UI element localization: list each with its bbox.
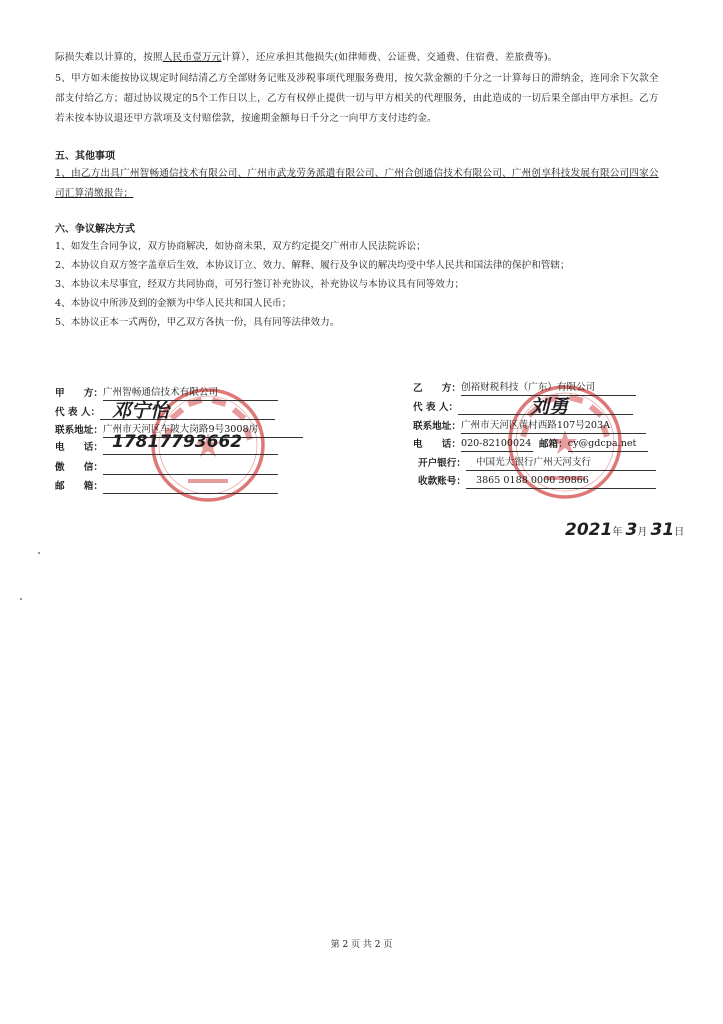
- party-b-bank: 中国光大银行广州天河支行: [466, 456, 656, 471]
- page-footer: 第 2 页 共 2 页: [330, 940, 393, 950]
- section-5-item-1: [55, 164, 667, 204]
- party-a-addr: 广州市天河区车陂大岗路9号3008房: [103, 423, 303, 438]
- party-a-mail-row: [55, 480, 278, 494]
- clause-4-amount: 人民币壹万元: [162, 52, 222, 63]
- section-6-item-2: 2、本协议自双方签字盖章后生效，本协议订立、效力、解释、履行及争议的解决均受中华人民共和国法律的保护和管辖；: [55, 260, 570, 271]
- section-6-item-5: 5、本协议正本一式两份，甲乙双方各执一份，具有同等法律效力。: [55, 317, 340, 328]
- date-month-char: 月: [637, 527, 648, 538]
- party-b-name: 创裕财税科技（广东）有限公司: [461, 381, 636, 396]
- party-b-name-row: [413, 381, 636, 396]
- date-year-char: 年: [612, 527, 623, 538]
- section-6-item-1: 1、如发生合同争议，双方协商解决，如协商未果，双方约定提交广州市人民法院诉讼；: [55, 241, 426, 252]
- section-6-heading: 六、争议解决方式: [55, 224, 135, 235]
- clause-4-text-b: 计算），还应承担其他损失(如律师费、公证费、交通费、住宿费、差旅费等)。: [221, 52, 558, 63]
- party-a-fax: [103, 462, 278, 475]
- date-month: 3: [625, 520, 638, 540]
- party-b-tel-label: 电 话：: [413, 439, 461, 450]
- party-a-rep-signature: 邓宁怡: [112, 400, 170, 422]
- party-b-account-row: [418, 474, 656, 489]
- scan-speck: [20, 598, 22, 600]
- party-b-addr: 广州市天河区黄村西路107号203A: [461, 419, 646, 434]
- party-a-tel-handwritten: 17817793662: [112, 432, 243, 452]
- clause-4-tail: [55, 48, 667, 68]
- party-a-tel-label: 电 话：: [55, 442, 103, 453]
- section-6-item-3: 3、本协议未尽事宜，经双方共同协商，可另行签订补充协议，补充协议与本协议具有同等效力；: [55, 279, 465, 290]
- party-a-fax-label: 傲 信：: [55, 462, 103, 473]
- party-b-bank-row: [418, 456, 656, 471]
- clause-4-text-a: 际损失难以计算的，按照: [55, 52, 163, 63]
- section-5-heading: 五、其他事项: [55, 151, 115, 162]
- party-b-account: 3865 0188 0000 30866: [466, 474, 656, 489]
- party-b-rep-row: [413, 401, 633, 415]
- party-a-name: 广州智畅通信技术有限公司: [103, 386, 278, 401]
- party-b-name-label: 乙 方：: [413, 383, 461, 394]
- party-b-addr-label: 联系地址：: [413, 421, 461, 432]
- party-b-account-label: 收款账号：: [418, 476, 466, 487]
- party-a-name-label: 甲 方：: [55, 388, 103, 399]
- clause-5: 5、甲方如未能按协议规定时间结清乙方全部财务记账及涉税事项代理服务费用，按欠款金额的千分之一计算每日的滞纳金，连同余下欠款全部支付给乙方；超过协议规定的5个工作日以上，乙方有权停止提供一切与甲方相关的代理服务，由此造成的一切后果全部由甲方承担。乙方若未按本协议退还甲方款项及支付赔偿款，按逾期金额每日千分之一向甲方支付违约金。: [55, 73, 659, 124]
- party-b-email: cy@gdcpa.net: [568, 437, 648, 452]
- party-b-tel-row: [413, 437, 648, 452]
- party-a-rep-label: 代 表 人：: [55, 407, 101, 418]
- party-b-bank-label: 开户银行：: [418, 458, 466, 469]
- signing-date: [565, 520, 684, 540]
- party-a-addr-label: 联系地址：: [55, 425, 103, 436]
- party-b-tel: 020-82100024: [461, 437, 533, 452]
- party-a-mail: [103, 481, 278, 494]
- party-a-fax-row: [55, 461, 278, 475]
- date-day: 31: [650, 520, 675, 540]
- scan-speck: [38, 552, 40, 554]
- party-a-mail-label: 邮 箱：: [55, 481, 103, 492]
- date-year: 2021: [565, 520, 613, 540]
- party-b-email-label: 邮箱：: [538, 439, 568, 450]
- party-b-addr-row: [413, 419, 646, 434]
- party-b-rep-label: 代 表 人：: [413, 402, 459, 413]
- party-b-rep-signature: 刘勇: [530, 396, 569, 418]
- section-6-item-4: 4、本协议中所涉及到的金额为中华人民共和国人民币；: [55, 298, 292, 309]
- section-5-item-1-text: 1、由乙方出具广州智畅通信技术有限公司、广州市武龙劳务派遣有限公司、广州合创通信技术有限公司、广州创享科技发展有限公司四家公司汇算清缴报告；: [55, 168, 659, 199]
- date-day-char: 日: [674, 527, 685, 538]
